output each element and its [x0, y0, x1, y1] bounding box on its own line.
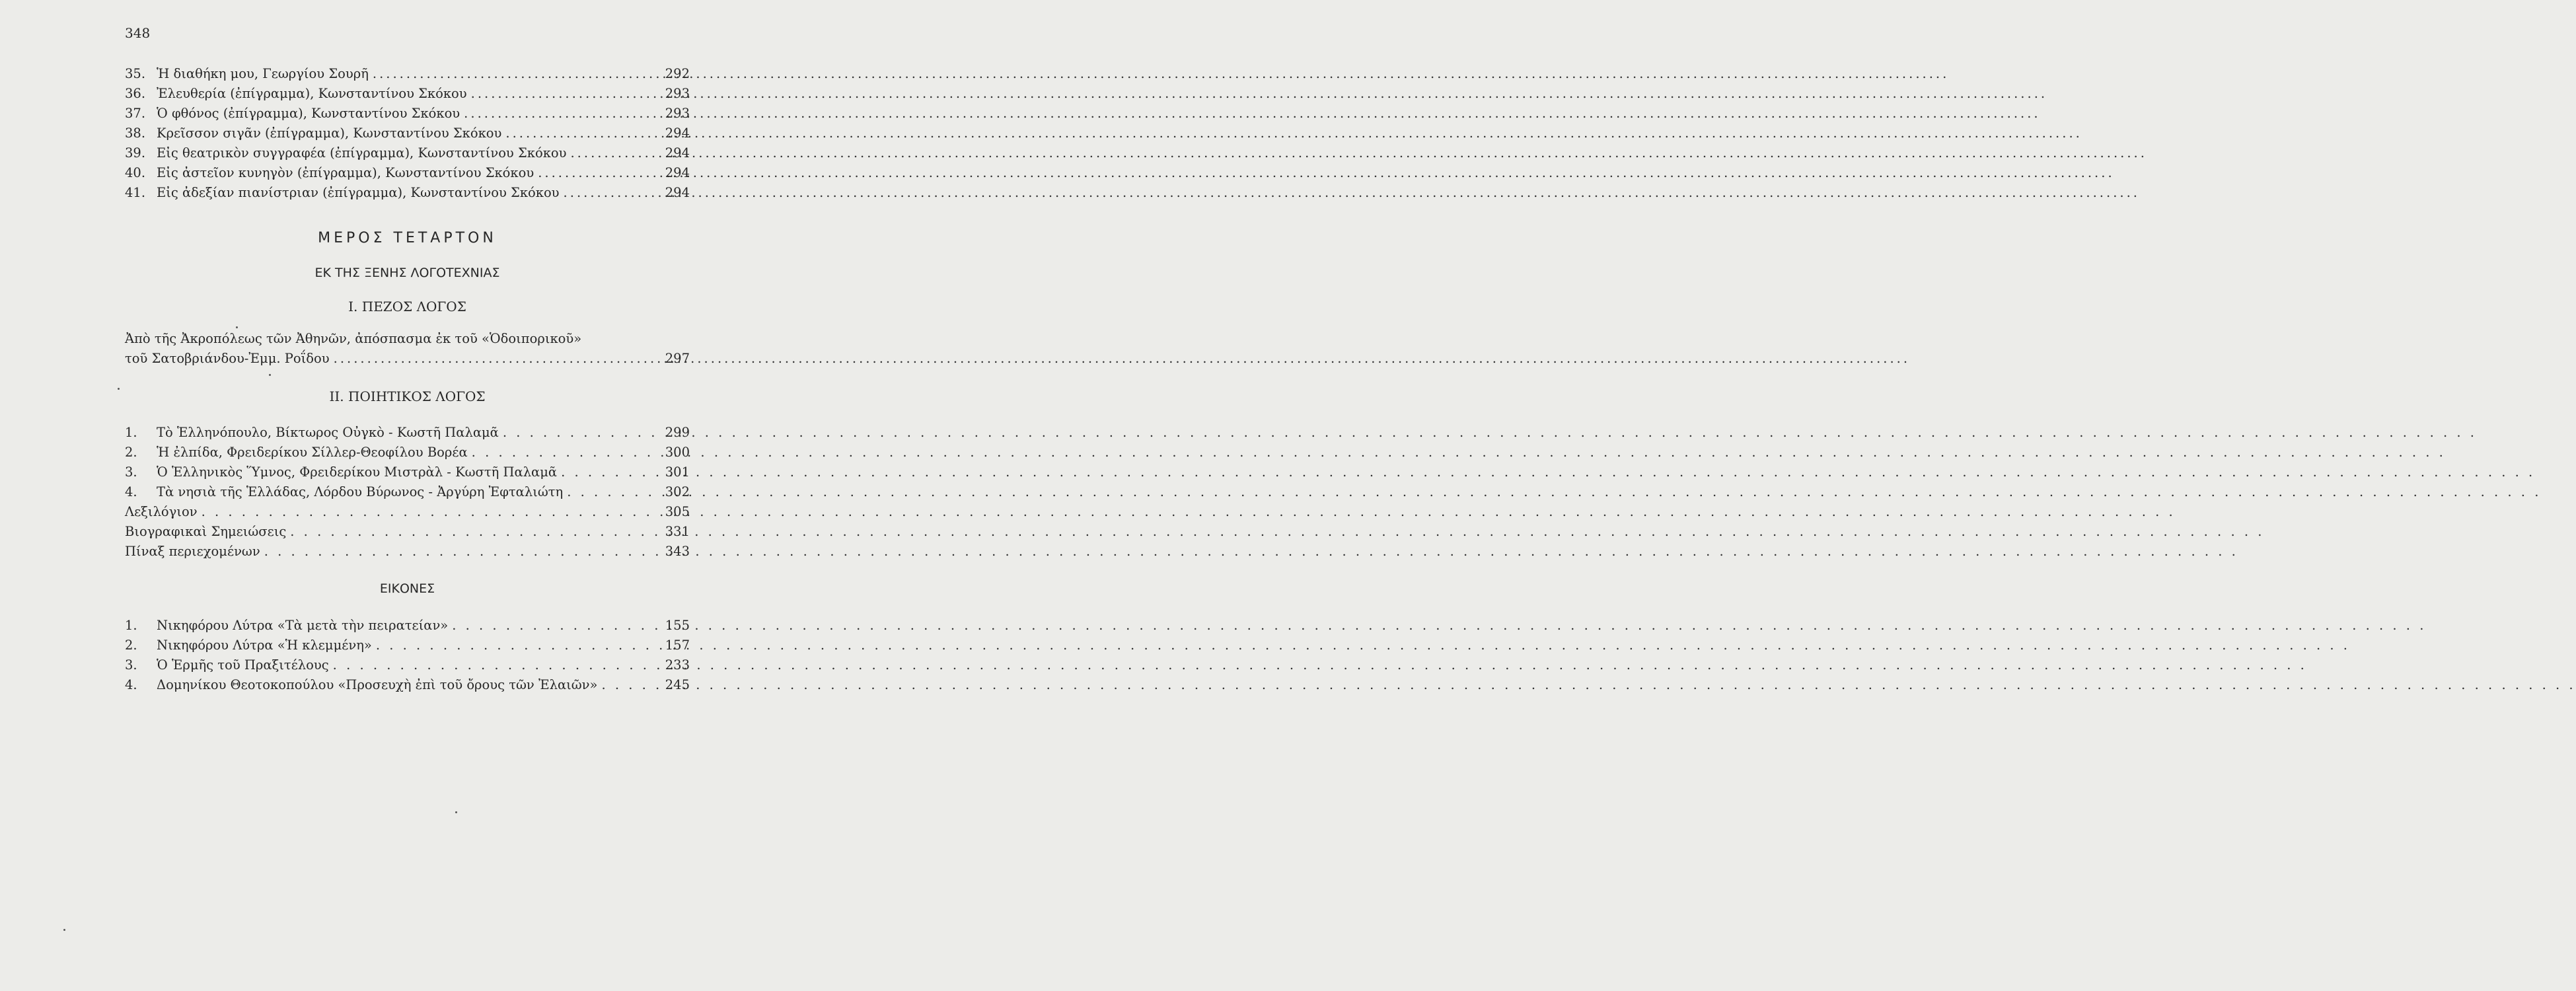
poetry-heading: ΙΙ. ΠΟΙΗΤΙΚΟΣ ΛΟΓΟΣ	[329, 388, 486, 404]
toc-entry	[125, 504, 690, 520]
entry-number: 36.	[125, 86, 146, 101]
dot-leader	[557, 464, 665, 480]
entry-number: 4.	[125, 677, 137, 692]
entry-number: 40.	[125, 165, 146, 180]
dot-leader	[468, 445, 665, 460]
entry-number: 2.	[125, 638, 137, 653]
entry-title: Τὰ νησιὰ τῆς Ἑλλάδας, Λόρδου Βύρωνος - Ἀργύρη Ἐφταλιώτη	[157, 484, 564, 499]
entry-number: 37.	[125, 106, 146, 121]
entry-page: 155	[665, 618, 690, 633]
entry-page: 302	[665, 484, 690, 499]
entry-page: 297	[665, 351, 690, 366]
entry-page: 294	[665, 165, 690, 180]
entry-title: Νικηφόρου Λύτρα «Τὰ μετὰ τὴν πειρατείαν»	[157, 618, 449, 633]
toc-entry	[125, 185, 690, 201]
paper-speck	[455, 811, 457, 813]
entry-page: 157	[665, 638, 690, 653]
entry-number: 41.	[125, 185, 146, 200]
entry-page: 294	[665, 185, 690, 200]
dot-leader	[286, 524, 665, 540]
entry-page: 343	[665, 544, 690, 559]
toc-entry	[125, 445, 690, 460]
paper-speck	[63, 929, 65, 931]
toc-entry	[125, 618, 690, 634]
entry-page: 294	[665, 145, 690, 161]
dot-leader	[560, 185, 665, 201]
entry-number: 1.	[125, 425, 137, 440]
images-heading: ΕΙΚΟΝΕΣ	[379, 581, 435, 596]
prose-entry-author: τοῦ Σατοβριάνδου-Ἐμμ. Ροΐδου	[125, 351, 330, 366]
entry-title: Εἰς ἀδεξίαν πιανίστριαν (ἐπίγραμμα), Κωνσταντίνου Σκόκου	[157, 185, 560, 200]
entry-page: 245	[665, 677, 690, 692]
toc-entry	[125, 145, 690, 161]
toc-entry	[125, 425, 690, 441]
entry-page: 300	[665, 445, 690, 460]
entry-title: Βιογραφικαὶ Σημειώσεις	[125, 524, 287, 539]
entry-page: 331	[665, 524, 690, 539]
entry-number: 39.	[125, 145, 146, 161]
entry-title: Ἡ ἐλπίδα, Φρειδερίκου Σίλλερ-Θεοφίλου Βορέα	[157, 445, 468, 460]
entry-title: Κρεῖσσον σιγᾶν (ἐπίγραμμα), Κωνσταντίνου Σκόκου	[157, 126, 502, 141]
toc-entry	[125, 544, 690, 560]
prose-entry	[125, 329, 690, 369]
toc-entry	[125, 657, 690, 673]
entry-title: Τὸ Ἑλληνόπουλο, Βίκτωρος Οὐγκὸ - Κωστῆ Παλαμᾶ	[157, 425, 499, 440]
entry-title: Ὁ φθόνος (ἐπίγραμμα), Κωνσταντίνου Σκόκου	[157, 106, 460, 121]
paper-speck	[118, 388, 120, 390]
dot-leader	[198, 504, 665, 520]
entry-page: 294	[665, 126, 690, 141]
dot-leader	[329, 657, 665, 673]
entry-title: Ἡ διαθήκη μου, Γεωργίου Σουρῆ	[157, 66, 369, 81]
entry-title: Νικηφόρου Λύτρα «Ἡ κλεμμένη»	[157, 638, 372, 653]
dot-leader	[597, 677, 665, 693]
entry-number: 3.	[125, 464, 137, 480]
dot-leader	[369, 66, 665, 82]
entry-page: 305	[665, 504, 690, 519]
paper-speck	[236, 326, 238, 328]
toc-entry	[125, 638, 690, 653]
entry-page: 233	[665, 657, 690, 673]
entry-page: 293	[665, 86, 690, 101]
toc-entry	[125, 524, 690, 540]
dot-leader	[563, 484, 665, 500]
paper-speck	[269, 374, 271, 376]
toc-entry	[125, 677, 690, 693]
part-heading: ΜΕΡΟΣ ΤΕΤΑΡΤΟΝ	[318, 230, 497, 246]
entry-page: 293	[665, 106, 690, 121]
dot-leader	[330, 349, 665, 369]
toc-entry	[125, 86, 690, 102]
prose-heading: Ι. ΠΕΖΟΣ ΛΟΓΟΣ	[348, 299, 466, 314]
section-heading: ΕΚ ΤΗΣ ΞΕΝΗΣ ΛΟΓΟΤΕΧΝΙΑΣ	[314, 266, 500, 280]
entry-title: Δομηνίκου Θεοτοκοπούλου «Προσευχὴ ἐπὶ τοῦ ὄρους τῶν Ἐλαιῶν»	[157, 677, 598, 692]
entry-title: Λεξιλόγιον	[125, 504, 198, 519]
dot-leader	[460, 106, 665, 122]
prose-entry-line2	[125, 349, 690, 369]
dot-leader	[501, 126, 665, 141]
dot-leader	[372, 638, 665, 653]
entry-number: 4.	[125, 484, 137, 499]
toc-entry	[125, 165, 690, 181]
dot-leader	[448, 618, 665, 634]
toc-entry	[125, 106, 690, 122]
toc-entry	[125, 66, 690, 82]
page-number: 348	[125, 25, 151, 41]
prose-entry-title: Ἀπὸ τῆς Ἀκροπόλεως τῶν Ἀθηνῶν, ἀπόσπασμα ἐκ τοῦ «Ὁδοιπορικοῦ»	[125, 331, 582, 346]
entry-page: 299	[665, 425, 690, 440]
entry-number: 1.	[125, 618, 137, 633]
entry-title: Ὁ Ἑρμῆς τοῦ Πραξιτέλους	[157, 657, 329, 673]
entry-title: Ἐλευθερία (ἐπίγραμμα), Κωνσταντίνου Σκόκου	[157, 86, 467, 101]
entry-number: 38.	[125, 126, 146, 141]
entry-title: Εἰς ἀστεῖον κυνηγὸν (ἐπίγραμμα), Κωνσταντίνου Σκόκου	[157, 165, 534, 180]
toc-entry	[125, 484, 690, 500]
entry-page: 292	[665, 66, 690, 81]
entry-number: 2.	[125, 445, 137, 460]
entry-number: 35.	[125, 66, 146, 81]
dot-leader	[566, 145, 665, 161]
entry-title: Ὁ Ἑλληνικὸς Ὕμνος, Φρειδερίκου Μιστρὰλ - Κωστῆ Παλαμᾶ	[157, 464, 558, 480]
dot-leader	[260, 544, 665, 560]
dot-leader	[534, 165, 665, 181]
entry-title: Πίναξ περιεχομένων	[125, 544, 260, 559]
entry-title: Εἰς θεατρικὸν συγγραφέα (ἐπίγραμμα), Κωνσταντίνου Σκόκου	[157, 145, 567, 161]
entry-page: 301	[665, 464, 690, 480]
dot-leader	[467, 86, 665, 102]
toc-entry	[125, 126, 690, 141]
entry-number: 3.	[125, 657, 137, 673]
dot-leader	[499, 425, 665, 441]
toc-entry	[125, 464, 690, 480]
